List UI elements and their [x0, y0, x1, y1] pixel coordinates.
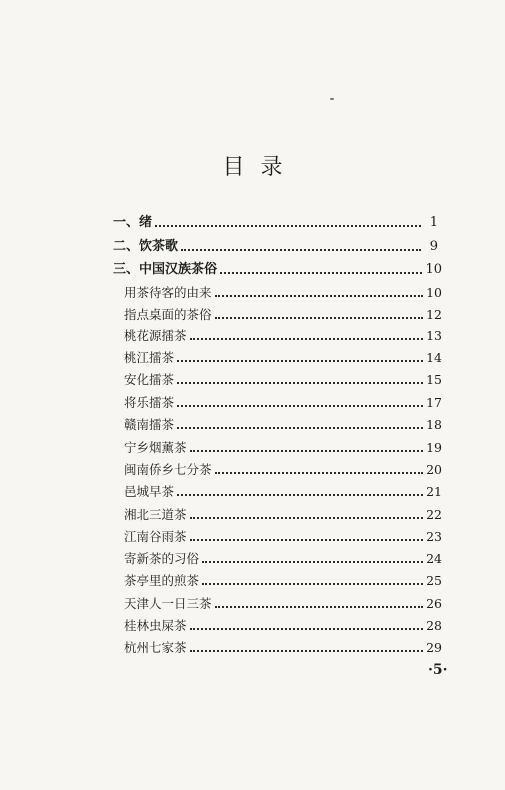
- toc-entry-page: 20: [426, 462, 442, 477]
- toc-entry-label: 三、中国汉族茶俗: [113, 262, 218, 277]
- toc-entry: [124, 283, 442, 303]
- dot-leader: [215, 606, 424, 608]
- toc-entry-label: 闽南侨乡七分茶: [124, 462, 212, 477]
- dot-leader: [177, 382, 423, 384]
- toc-entry-label: 二、饮茶歌: [113, 239, 179, 254]
- toc-entry-page: 9: [429, 239, 438, 254]
- dot-leader: [181, 249, 421, 251]
- dot-leader: [190, 628, 424, 630]
- dot-leader: [177, 427, 423, 429]
- dot-leader: [215, 472, 424, 474]
- toc-entry-page: 15: [426, 372, 442, 387]
- toc-entry-page: 29: [426, 640, 442, 655]
- dot-leader: [190, 450, 424, 452]
- toc-entry-page: 23: [426, 529, 442, 544]
- toc-entry: [124, 482, 442, 502]
- toc-entry-page: 17: [426, 395, 442, 410]
- toc-entry-page: 19: [426, 440, 442, 455]
- toc-entry-page: 25: [426, 573, 442, 588]
- toc-entry: [113, 260, 442, 280]
- toc-entry: [124, 326, 442, 346]
- dot-leader: [177, 360, 423, 362]
- dot-leader: [215, 295, 424, 297]
- toc-entry-page: 22: [426, 507, 442, 522]
- dot-leader: [177, 405, 423, 407]
- toc-entry-label: 桃花源擂茶: [124, 328, 187, 343]
- toc-entry-page: 24: [426, 551, 442, 566]
- toc-entry: [124, 549, 442, 569]
- dot-leader: [190, 650, 424, 652]
- toc-entry: [124, 415, 442, 435]
- toc-entry-page: 26: [426, 596, 442, 611]
- toc-entry-label: 江南谷雨茶: [124, 529, 187, 544]
- toc-entry-page: 14: [426, 350, 442, 365]
- dot-leader: [190, 517, 424, 519]
- toc-entry: [113, 213, 438, 233]
- toc-entry-label: 桃江擂茶: [124, 350, 175, 365]
- page-title: 目录: [222, 155, 299, 180]
- toc-entry-page: 10: [426, 285, 442, 300]
- toc-entry-page: 18: [426, 417, 442, 432]
- toc-entry: [124, 616, 442, 636]
- toc-entry-page: 21: [426, 484, 442, 499]
- toc-entry-page: 10: [425, 262, 442, 277]
- dot-leader: [220, 272, 422, 274]
- toc-entry-label: 一、绪: [113, 215, 153, 230]
- dot-leader: [215, 317, 424, 319]
- toc-entry-label: 用茶待客的由来: [124, 285, 212, 300]
- toc-entry: [124, 571, 442, 591]
- dot-leader: [190, 539, 424, 541]
- toc-entry-label: 赣南擂茶: [124, 417, 175, 432]
- toc-entry-label: 邑城早茶: [124, 484, 175, 499]
- toc-entry-label: 寄新茶的习俗: [124, 551, 200, 566]
- dot-leader: [202, 561, 423, 563]
- toc-entry-label: 将乐擂茶: [124, 395, 175, 410]
- toc-entry-label: 桂林虫屎茶: [124, 618, 187, 633]
- toc-entry-label: 杭州七家茶: [124, 640, 187, 655]
- toc-entry-label: 茶亭里的煎茶: [124, 573, 200, 588]
- toc-entry: [124, 348, 442, 368]
- toc-entry: [124, 305, 442, 325]
- page-number: ·5·: [428, 662, 448, 678]
- toc-entry: [124, 527, 442, 547]
- toc-entry-label: 湘北三道茶: [124, 507, 187, 522]
- toc-entry: [124, 370, 442, 390]
- toc-entry-label: 指点桌面的茶俗: [124, 307, 212, 322]
- dot-leader: [190, 338, 424, 340]
- toc-entry: [113, 237, 438, 257]
- toc-entry-page: 12: [426, 307, 442, 322]
- dot-leader: [155, 225, 421, 227]
- print-speck: [330, 98, 334, 100]
- toc-entry: [124, 460, 442, 480]
- dot-leader: [177, 494, 423, 496]
- toc-entry: [124, 594, 442, 614]
- toc-entry-label: 天津人一日三茶: [124, 596, 212, 611]
- toc-entry-page: 28: [426, 618, 442, 633]
- toc-entry-page: 1: [429, 215, 438, 230]
- toc-entry-page: 13: [426, 328, 442, 343]
- toc-entry: [124, 505, 442, 525]
- dot-leader: [202, 583, 423, 585]
- toc-entry-label: 安化擂茶: [124, 372, 175, 387]
- toc-entry: [124, 438, 442, 458]
- toc-entry: [124, 393, 442, 413]
- toc-entry: [124, 638, 442, 658]
- toc-entry-label: 宁乡烟薰茶: [124, 440, 187, 455]
